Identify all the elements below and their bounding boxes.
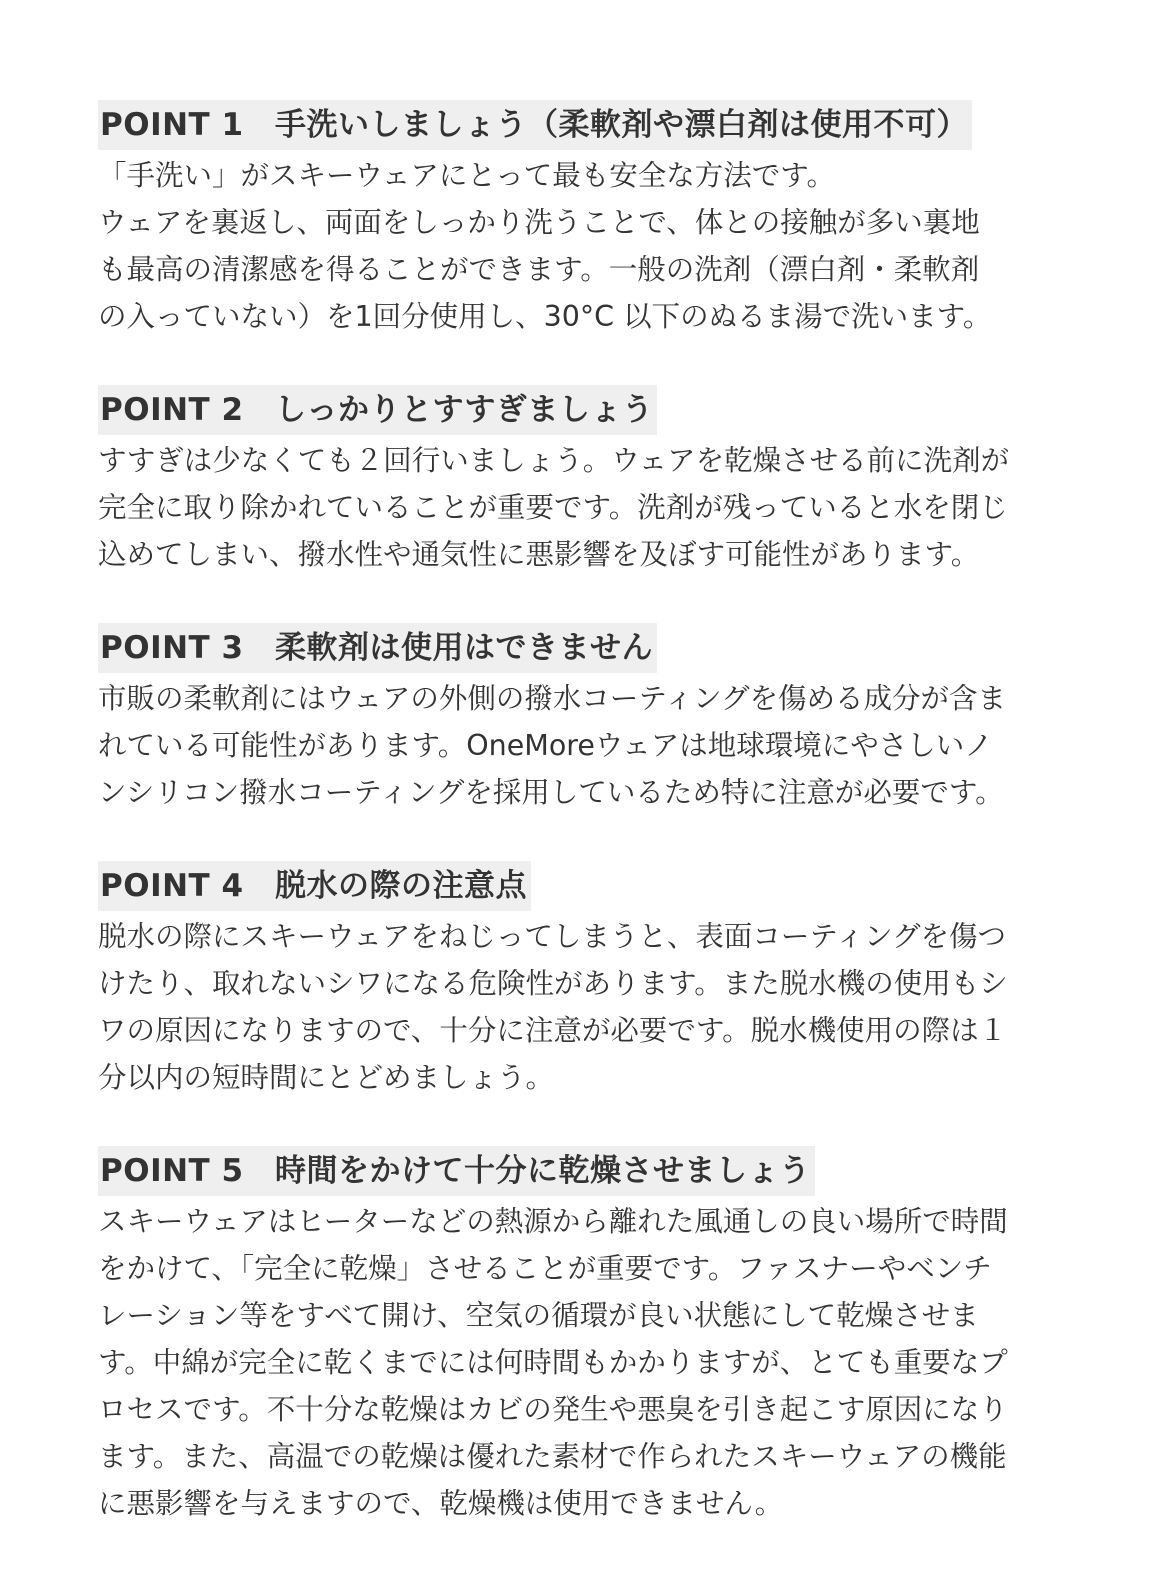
text-line: 完全に取り除かれていることが重要です。洗剤が残っていると水を閉じ <box>98 491 1008 524</box>
point-3-text <box>98 675 1058 816</box>
point-2-text <box>98 437 1058 578</box>
text-line: ます。また、高温での乾燥は優れた素材で作られたスキーウェアの機能 <box>98 1440 1007 1473</box>
point-1-heading: POINT 1 手洗いしましょう（柔軟剤や漂白剤は使用不可） <box>98 100 972 150</box>
text-line: 込めてしまい、撥水性や通気性に悪影響を及ぼす可能性があります。 <box>98 538 980 571</box>
text-line: すすぎは少なくても２回行いましょう。ウェアを乾燥させる前に洗剤が <box>98 444 1010 477</box>
text-line: ロセスです。不十分な乾燥はカビの発生や悪臭を引き起こす原因になり <box>98 1393 1008 1426</box>
text-line: ウェアを裏返し、両面をしっかり洗うことで、体との接触が多い裏地 <box>98 206 980 239</box>
section-gap <box>98 340 1078 385</box>
text-line: ンシリコン撥水コーティングを採用しているため特に注意が必要です。 <box>98 776 1004 809</box>
point-5-section <box>98 1146 1078 1527</box>
text-line: に悪影響を与えますので、乾燥機は使用できません。 <box>98 1487 784 1520</box>
care-instructions-document <box>98 100 1078 1527</box>
point-5-text <box>98 1198 1058 1527</box>
point-2-section <box>98 385 1078 578</box>
text-line: の入っていない）を1回分使用し、30°C 以下のぬるま湯で洗います。 <box>98 300 992 333</box>
text-line: をかけて、「完全に乾燥」させることが重要です。ファスナーやベンチ <box>98 1252 992 1285</box>
point-5-heading: POINT 5 時間をかけて十分に乾燥させましょう <box>98 1146 815 1196</box>
text-line: 分以内の短時間にとどめましょう。 <box>98 1061 555 1094</box>
text-line: 「手洗い」がスキーウェアにとって最も安全な方法です。 <box>98 159 836 192</box>
text-line: す。中綿が完全に乾くまでには何時間もかかりますが、とても重要なプ <box>98 1346 1008 1379</box>
point-4-heading: POINT 4 脱水の際の注意点 <box>98 861 531 911</box>
point-1-section <box>98 100 1078 340</box>
text-line: レーション等をすべて開け、空気の循環が良い状態にして乾燥させま <box>98 1299 979 1332</box>
text-line: ワの原因になりますので、十分に注意が必要です。脱水機使用の際は１ <box>98 1014 1008 1047</box>
text-line: スキーウェアはヒーターなどの熱源から離れた風通しの良い場所で時間 <box>98 1205 1008 1238</box>
point-1-text <box>98 152 1058 340</box>
point-2-heading: POINT 2 しっかりとすすぎましょう <box>98 385 657 435</box>
point-3-heading: POINT 3 柔軟剤は使用はできません <box>98 623 657 673</box>
section-gap <box>98 816 1078 861</box>
text-line: も最高の清潔感を得ることができます。一般の洗剤（漂白剤・柔軟剤 <box>98 253 980 286</box>
text-line: 脱水の際にスキーウェアをねじってしまうと、表面コーティングを傷つ <box>98 920 1007 953</box>
point-3-section <box>98 623 1078 816</box>
text-line: 市販の柔軟剤にはウェアの外側の撥水コーティングを傷める成分が含ま <box>98 682 1007 715</box>
point-4-text <box>98 913 1058 1101</box>
text-line: れている可能性があります。OneMoreウェアは地球環境にやさしいノ <box>98 729 993 762</box>
section-gap <box>98 578 1078 623</box>
point-4-section <box>98 861 1078 1101</box>
text-line: けたり、取れないシワになる危険性があります。また脱水機の使用もシ <box>98 967 1008 1000</box>
section-gap <box>98 1101 1078 1146</box>
